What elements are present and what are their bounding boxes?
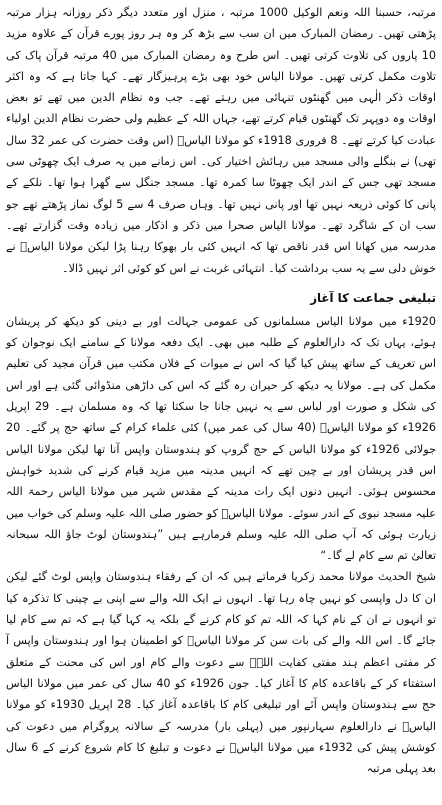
section-heading: تبلیغی جماعت کا آغاز [310, 290, 436, 305]
paragraph-prayer-and-devotion: مرتبہ، حسبنا اللہ ونعم الوکیل 1000 مرتبہ ، منزل اور متعدد دیگر ذکر روزانہ ہزار مرتبہ پڑھتی تھیں۔ رمضان المبارک میں ان سب سے بڑھ کر وہ ہر روز پورے قرآن کے علاوہ مزید 10 پاروں کی تلاوت کرتی تھیں۔ اس طرح وہ رمضان المبارک میں 40 مرتبہ قرآن پاک کی تلاوت مکمل کرتی تھیں۔ مولانا الیاس خود بھی بڑے پرہیزگار تھے۔ کہا جاتا ہے کہ وہ اکثر اوقات ذکر الٰہی میں گھنٹوں تنہائی میں رہتے تھے۔ جب وہ نظام الدین میں تھے تو بعض اوقات وہ دوپہر تک گھنٹوں قیام کرتے تھے، جہاں اللہ کے عظیم ولی حضرت نظام الدین اولیاء عبادت کیا کرتے تھے۔ 8 فروری 1918ء کو مولانا الیاسؒ (اس وقت حضرت کی عمر 32 سال تھی) نے بنگلے والی مسجد میں رہائش اختیار کی۔ اس زمانے میں یہ صرف ایک چھوٹی سی مسجد تھی جس کے اندر ایک چھوٹا سا کمرہ تھا۔ مسجد جنگل سے گھرا ہوا تھا۔ نلکے کے پانی کا کوئی ذریعہ نہیں تھا اور پانی نہیں تھا۔ وہاں صرف 4 سے 5 لوگ نماز پڑھتے تھے جو سب ان کے شاگرد تھے۔ مولانا الیاس صحرا میں ذکر و اذکار میں زیادہ وقت گزارتے تھے۔ مدرسہ میں کھانا اس قدر ناقص تھا کہ انہیں کئی بار بھوکا رہنا پڑا لیکن مولانا الیاسؒ نے خوش دلی سے یہ سب برداشت کیا۔ انتہائی غربت نے اس کو کوئی اثر نہیں ڈالا۔ [6, 6, 437, 275]
paragraph-return-to-india: شیخ الحدیث مولانا محمد زکریا فرماتے ہیں کہ ان کے رفقاء ہندوستان واپس لوٹ گئے لیکن ان کا دل واپسی کو نہیں چاہ رہا تھا۔ انہوں نے ایک اللہ والے سے اپنی بے چینی کا تذکرہ کیا تو انہوں نے ان کے نام کہا کہ اللہ تم کو کام کرنے گے بلکہ یہ کہا گیا ہے کہ تم سے کام لیا جائے گا۔ اس اللہ والے کی بات سن کر مولانا الیاسؒ کو اطمینان ہوا اور ہندوستان واپس آ کر مفتی اعظم ہند مفتی کفایت اللہؒ سے دعوت والے کام اور اس کی محنت کے متعلق استفتاء کر کے باقاعدہ کام کا آغاز کیا۔ جون 1926ء کو 40 سال کی عمر میں مولانا الیاس حج سے ہندوستان واپس آئے اور تبلیغی کام کا باقاعدہ آغاز کیا۔ 28 اپریل 1930ء کو مولانا الیاسؒ نے دارالعلوم سہارنپور میں (پہلی بار) مدرسہ کے سالانہ پروگرام میں دعوت کی کوشش پیش کی 1932ء میں مولانا الیاسؒ نے دعوت و تبلیغ کا کام شروع کرنے کے 6 سال بعد پہلی مرتبہ [6, 570, 437, 776]
paragraph-beginning: 1920ء میں مولانا الیاس مسلمانوں کی عمومی جہالت اور بے دینی کو دیکھ کر پریشان ہوئے، یہاں تک کہ دارالعلوم کے طلبہ میں بھی۔ ایک دفعہ مولانا کے سامنے ایک نوجوان کو اس تعریف کے ساتھ پیش کیا گیا کہ اس نے میوات کے فلاں مکتب میں قرآن مجید کی تعلیم مکمل کی ہے۔ مولانا یہ دیکھ کر حیران رہ گئے کہ اس کی داڑھی منڈوائی گئی ہے اور اس کی شکل و صورت اور لباس سے یہ نہیں جانا جا سکتا تھا کہ وہ مسلمان ہے۔ 29 اپریل 1926ء کو مولانا الیاسؒ (40 سال کی عمر میں) کئی علماء کرام کے ساتھ حج پر گئے۔ 20 جولائی 1926ء کو مولانا الیاس کے حج گروپ کو ہندوستان واپس آنا تھا لیکن مولانا الیاس اس قدر پریشان اور بے چین تھے کہ انہیں مدینہ میں مزید قیام کرنے کی شدید خواہش محسوس ہوئی۔ انہیں دنوں ایک رات مدینہ کے مقدس شہر میں مولانا الیاس رحمۃ اللہ علیہ مسجد نبوی کے اندر سوئے۔ مولانا الیاسؒ کو حضور صلی اللہ علیہ وسلم کی خواب میں زیارت ہوئی کہ آپ صلی اللہ علیہ وسلم فرمارہے ہیں ”ہندوستان لوٹ جاؤ اللہ سبحانہ تعالیٰ تم سے کام لے گا۔“ [6, 314, 437, 563]
